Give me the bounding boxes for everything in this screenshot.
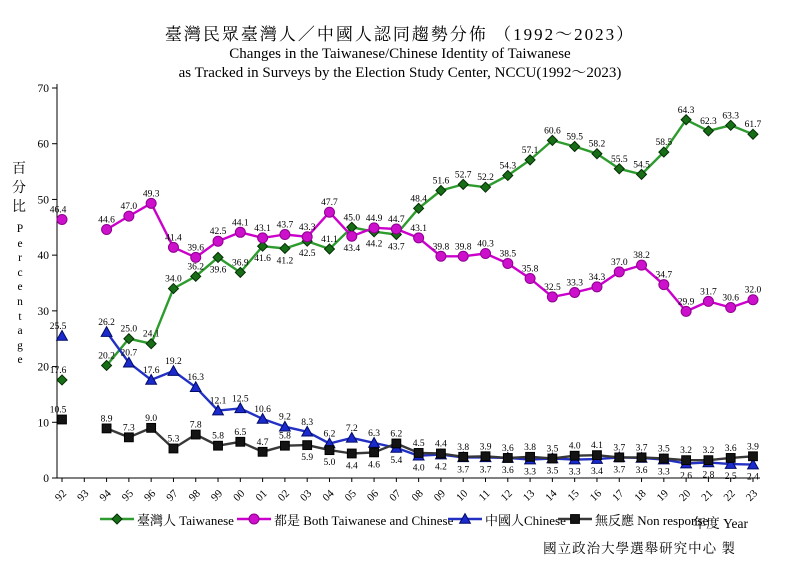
x-tick-label: 13 (520, 487, 538, 504)
square-marker (526, 452, 535, 461)
value-label: 54.3 (499, 161, 517, 172)
value-label: 46.4 (49, 205, 67, 216)
legend-marker-diamond-icon (100, 512, 134, 526)
legend-item-1 (237, 509, 453, 529)
legend-marker-circle-icon (237, 512, 271, 526)
value-label: 20.2 (98, 351, 115, 362)
x-tick-label: 08 (409, 487, 426, 504)
value-label: 36.2 (187, 262, 205, 273)
value-label: 4.5 (412, 438, 425, 449)
value-label: 20.7 (120, 348, 138, 359)
value-label: 32.0 (744, 285, 762, 296)
y-tick-label: 40 (37, 250, 49, 263)
value-label: 39.8 (454, 242, 472, 253)
value-label: 55.5 (610, 154, 628, 165)
value-label: 3.3 (568, 467, 581, 478)
square-marker (214, 441, 223, 450)
value-label: 12.1 (209, 396, 227, 407)
value-label: 47.0 (120, 202, 138, 213)
square-marker (169, 444, 178, 453)
diamond-marker (748, 129, 758, 139)
x-tick-label: 15 (565, 487, 582, 504)
square-marker (726, 454, 735, 463)
value-label: 6.2 (323, 429, 336, 440)
diamond-marker (570, 142, 580, 152)
circle-marker (681, 306, 691, 316)
circle-marker (503, 259, 513, 269)
value-label: 41.2 (276, 256, 294, 267)
square-marker (370, 448, 379, 457)
value-label: 43.4 (343, 244, 361, 255)
value-label: 7.3 (122, 423, 135, 434)
x-tick-label: 07 (387, 487, 404, 504)
value-label: 12.5 (232, 394, 249, 405)
x-tick-label: 12 (498, 487, 515, 504)
diamond-marker (168, 284, 178, 294)
square-marker (615, 453, 624, 462)
square-marker (593, 451, 602, 460)
value-label: 38.2 (633, 251, 650, 262)
value-label: 42.5 (298, 249, 316, 260)
circle-marker (391, 224, 401, 234)
value-label: 4.0 (568, 441, 581, 452)
square-marker (548, 454, 557, 463)
value-label: 34.7 (655, 270, 673, 281)
square-marker (481, 452, 490, 461)
value-label: 61.7 (744, 120, 762, 131)
square-marker (325, 446, 334, 455)
value-label: 19.2 (165, 357, 182, 368)
y-tick-label: 20 (37, 361, 49, 374)
value-label: 3.7 (613, 443, 626, 454)
value-label: 39.8 (432, 242, 450, 253)
value-label: 31.7 (700, 287, 717, 298)
circle-marker (592, 282, 602, 292)
square-marker (414, 449, 423, 458)
x-tick-label: 11 (476, 487, 493, 504)
value-label: 48.4 (410, 194, 427, 205)
value-label: 3.5 (546, 444, 559, 455)
value-label: 3.7 (613, 465, 626, 476)
value-label: 39.6 (209, 265, 227, 276)
legend-item-0 (100, 509, 234, 529)
circle-marker (614, 267, 624, 277)
value-label: 25.0 (120, 324, 138, 335)
value-label: 4.4 (345, 461, 358, 472)
circle-marker (436, 251, 446, 261)
circle-marker (235, 227, 245, 237)
square-marker (437, 449, 446, 458)
value-label: 26.2 (98, 318, 115, 329)
value-label: 43.1 (254, 223, 271, 234)
x-tick-label: 92 (52, 487, 70, 504)
value-label: 7.2 (345, 423, 358, 434)
x-tick-label: 18 (632, 487, 649, 504)
circle-marker (324, 207, 334, 217)
value-label: 3.2 (702, 446, 715, 457)
chart-title-zh: 臺灣民眾臺灣人／中國人認同趨勢分佈 （1992～2023） (164, 25, 636, 44)
value-label: 33.3 (566, 278, 583, 289)
value-label: 4.7 (256, 437, 269, 448)
circle-marker (280, 230, 290, 240)
value-label: 41.4 (165, 233, 182, 244)
diamond-marker (458, 179, 468, 189)
value-label: 58.5 (655, 138, 673, 149)
circle-marker (213, 236, 223, 246)
value-label: 49.3 (142, 189, 160, 200)
value-label: 44.6 (98, 215, 115, 226)
value-label: 34.3 (588, 272, 606, 283)
square-marker (570, 451, 579, 460)
circle-marker (481, 248, 491, 258)
square-marker (682, 456, 691, 465)
value-label: 42.5 (209, 227, 227, 238)
value-label: 25.5 (49, 321, 67, 332)
legend (0, 509, 800, 531)
square-marker (191, 430, 200, 439)
value-label: 45.0 (343, 213, 361, 224)
x-tick-label: 17 (610, 487, 627, 504)
x-tick-label: 04 (320, 487, 337, 504)
diamond-marker (146, 339, 156, 349)
value-label: 41.1 (321, 235, 338, 246)
legend-label: 無反應 Non response (595, 512, 709, 528)
value-label: 4.1 (591, 441, 603, 452)
x-tick-label: 94 (97, 487, 114, 504)
value-label: 3.8 (524, 442, 537, 453)
circle-marker (249, 514, 259, 524)
series-3 (50, 406, 759, 472)
x-tick-label: 99 (208, 487, 226, 504)
y-tick-label: 30 (37, 305, 49, 318)
value-label: 24.1 (142, 329, 160, 340)
circle-marker (570, 287, 580, 297)
value-label: 44.9 (365, 213, 383, 224)
x-tick-label: 98 (186, 487, 203, 504)
y-tick-label: 60 (37, 138, 49, 151)
value-label: 6.3 (368, 428, 380, 439)
x-tick-label: 09 (431, 487, 449, 504)
circle-marker (191, 252, 201, 262)
value-label: 38.5 (499, 249, 517, 260)
value-label: 8.9 (100, 414, 113, 425)
x-tick-label: 96 (142, 487, 159, 504)
value-label: 3.6 (501, 443, 514, 454)
value-label: 44.7 (388, 214, 405, 225)
circle-marker (458, 251, 468, 261)
value-label: 44.2 (365, 239, 383, 250)
square-marker (503, 454, 512, 463)
circle-marker (124, 211, 134, 221)
circle-marker (659, 280, 669, 290)
value-label: 4.4 (434, 439, 447, 450)
x-tick-label: 21 (699, 487, 716, 504)
value-label: 2.5 (724, 472, 737, 483)
value-label: 36.9 (232, 258, 249, 269)
diamond-marker (57, 375, 67, 385)
value-label: 5.8 (278, 431, 291, 442)
value-label: 10.5 (49, 405, 67, 416)
square-marker (749, 452, 758, 461)
circle-marker (146, 198, 156, 208)
x-tick-label: 00 (231, 487, 248, 504)
x-tick-label: 05 (342, 487, 359, 504)
y-tick-label: 10 (37, 417, 49, 430)
square-marker (303, 441, 312, 450)
square-marker (258, 447, 267, 456)
value-label: 64.3 (677, 105, 695, 116)
value-label: 2.4 (747, 472, 759, 483)
legend-marker-triangle-icon (448, 512, 482, 526)
x-tick-label: 23 (743, 487, 761, 504)
circle-marker (258, 233, 268, 243)
value-label: 3.9 (747, 442, 759, 453)
square-marker (58, 415, 67, 424)
x-tick-label: 93 (75, 487, 92, 504)
value-label: 43.7 (276, 220, 294, 231)
value-label: 2.6 (680, 471, 693, 482)
series-1 (50, 189, 762, 316)
value-label: 3.5 (546, 466, 559, 477)
value-label: 52.2 (477, 173, 494, 184)
circle-marker (726, 303, 736, 313)
value-label: 40.3 (477, 239, 494, 250)
value-label: 4.0 (412, 463, 425, 474)
value-label: 43.1 (410, 223, 427, 234)
value-label: 60.6 (544, 126, 561, 137)
value-label: 10.6 (254, 404, 271, 415)
value-label: 2.8 (702, 470, 715, 481)
circle-marker (302, 232, 312, 242)
y-tick-label: 70 (37, 83, 49, 95)
source-credit: 國立政治大學選舉研究中心 製 (543, 541, 736, 556)
circle-marker (347, 231, 357, 241)
value-label: 5.3 (167, 434, 180, 445)
x-tick-label: 10 (454, 487, 471, 504)
y-tick-label: 50 (37, 194, 49, 207)
value-label: 29.9 (677, 297, 695, 308)
value-label: 39.6 (187, 243, 205, 254)
value-label: 35.8 (521, 264, 539, 275)
x-tick-label: 06 (364, 487, 382, 504)
square-marker (659, 454, 668, 463)
x-tick-label: 97 (164, 487, 181, 504)
circle-marker (168, 242, 178, 252)
circle-marker (102, 225, 112, 235)
square-marker (392, 439, 401, 448)
circle-marker (57, 214, 67, 224)
value-label: 4.6 (368, 460, 380, 471)
x-axis-title: 年度 Year (692, 516, 748, 531)
diamond-marker (112, 514, 122, 524)
value-label: 52.7 (454, 170, 472, 181)
value-label: 3.6 (724, 443, 737, 454)
value-label: 5.0 (323, 458, 336, 469)
square-marker (571, 515, 580, 524)
circle-marker (637, 260, 647, 270)
circle-marker (525, 274, 535, 284)
legend-item-2 (448, 509, 566, 529)
value-label: 59.5 (566, 132, 583, 143)
value-label: 54.5 (633, 160, 650, 171)
value-label: 63.3 (722, 111, 740, 122)
value-label: 41.6 (254, 254, 271, 265)
value-label: 8.3 (301, 417, 314, 428)
x-tick-label: 01 (253, 487, 270, 504)
value-label: 7.8 (189, 420, 202, 431)
triangle-marker (57, 331, 68, 341)
value-label: 3.4 (591, 467, 603, 478)
diamond-marker (481, 182, 491, 192)
value-label: 3.6 (501, 465, 514, 476)
x-tick-label: 95 (119, 487, 136, 504)
value-label: 4.2 (434, 462, 447, 473)
x-tick-label: 20 (676, 487, 694, 504)
triangle-marker (101, 327, 112, 337)
legend-marker-square-icon (558, 512, 592, 526)
value-label: 3.9 (479, 442, 492, 453)
diamond-marker (280, 243, 290, 253)
x-tick-label: 22 (721, 487, 738, 504)
legend-label: 臺灣人 Taiwanese (137, 512, 234, 528)
value-label: 30.6 (722, 293, 740, 304)
value-label: 3.5 (657, 444, 670, 455)
y-axis-title-en: P e r c e n t a g e (16, 223, 24, 367)
value-label: 43.7 (388, 242, 405, 253)
value-label: 51.6 (432, 176, 450, 187)
circle-marker (703, 296, 713, 306)
value-label: 44.1 (232, 218, 249, 229)
x-tick-label: 02 (275, 487, 293, 504)
series-0 (50, 106, 762, 385)
x-tick-label: 16 (587, 487, 605, 504)
value-label: 3.6 (635, 465, 648, 476)
value-label: 6.2 (390, 429, 403, 440)
value-label: 3.8 (457, 442, 470, 453)
square-marker (347, 449, 356, 458)
value-label: 3.7 (457, 465, 470, 476)
legend-item-3 (558, 509, 708, 529)
triangle-marker (346, 432, 357, 442)
circle-marker (748, 295, 758, 305)
circle-marker (369, 223, 379, 233)
legend-label: 都是 Both Taiwanese and Chinese (274, 512, 454, 528)
value-label: 34.0 (165, 274, 182, 285)
value-label: 62.3 (700, 116, 717, 127)
square-marker (459, 452, 468, 461)
value-label: 17.6 (49, 365, 67, 376)
circle-marker (547, 292, 557, 302)
square-marker (124, 433, 133, 442)
value-label: 5.4 (390, 455, 403, 466)
legend-label: 中國人Chinese (485, 512, 566, 528)
value-label: 3.7 (479, 465, 492, 476)
value-label: 3.3 (524, 467, 537, 478)
value-label: 32.5 (544, 282, 561, 293)
square-marker (704, 456, 713, 465)
square-marker (147, 423, 156, 432)
value-label: 3.2 (680, 446, 693, 457)
circle-marker (414, 233, 424, 243)
square-marker (102, 424, 111, 433)
x-tick-label: 03 (298, 487, 315, 504)
square-marker (236, 437, 245, 446)
value-label: 3.7 (635, 443, 648, 454)
value-label: 57.1 (521, 145, 539, 156)
value-label: 37.0 (610, 257, 628, 268)
square-marker (637, 453, 646, 462)
triangle-marker (168, 366, 179, 376)
y-tick-label: 0 (43, 473, 49, 485)
value-label: 3.3 (657, 467, 670, 478)
value-label: 58.2 (588, 139, 606, 150)
value-label: 5.8 (212, 431, 224, 442)
value-label: 17.6 (142, 365, 160, 376)
series-line (107, 203, 753, 311)
value-label: 9.2 (278, 412, 291, 423)
value-label: 43.3 (298, 222, 316, 233)
value-label: 5.9 (301, 453, 314, 464)
y-axis-title-zh: 百 分 比 (12, 162, 26, 215)
chart-title-en-line1: Changes in the Taiwanese/Chinese Identity of Taiwanese (229, 46, 571, 63)
square-marker (281, 441, 290, 450)
chart-title-en-line2: as Tracked in Surveys by the Election Study Center, NCCU(1992～2023) (178, 65, 622, 81)
diamond-marker (726, 120, 736, 130)
value-label: 47.7 (321, 198, 338, 209)
diamond-marker (703, 126, 713, 136)
value-label: 16.3 (187, 373, 205, 384)
value-label: 9.0 (145, 413, 158, 424)
x-tick-label: 14 (543, 487, 560, 504)
x-tick-label: 19 (654, 487, 671, 504)
value-label: 6.5 (234, 427, 247, 438)
